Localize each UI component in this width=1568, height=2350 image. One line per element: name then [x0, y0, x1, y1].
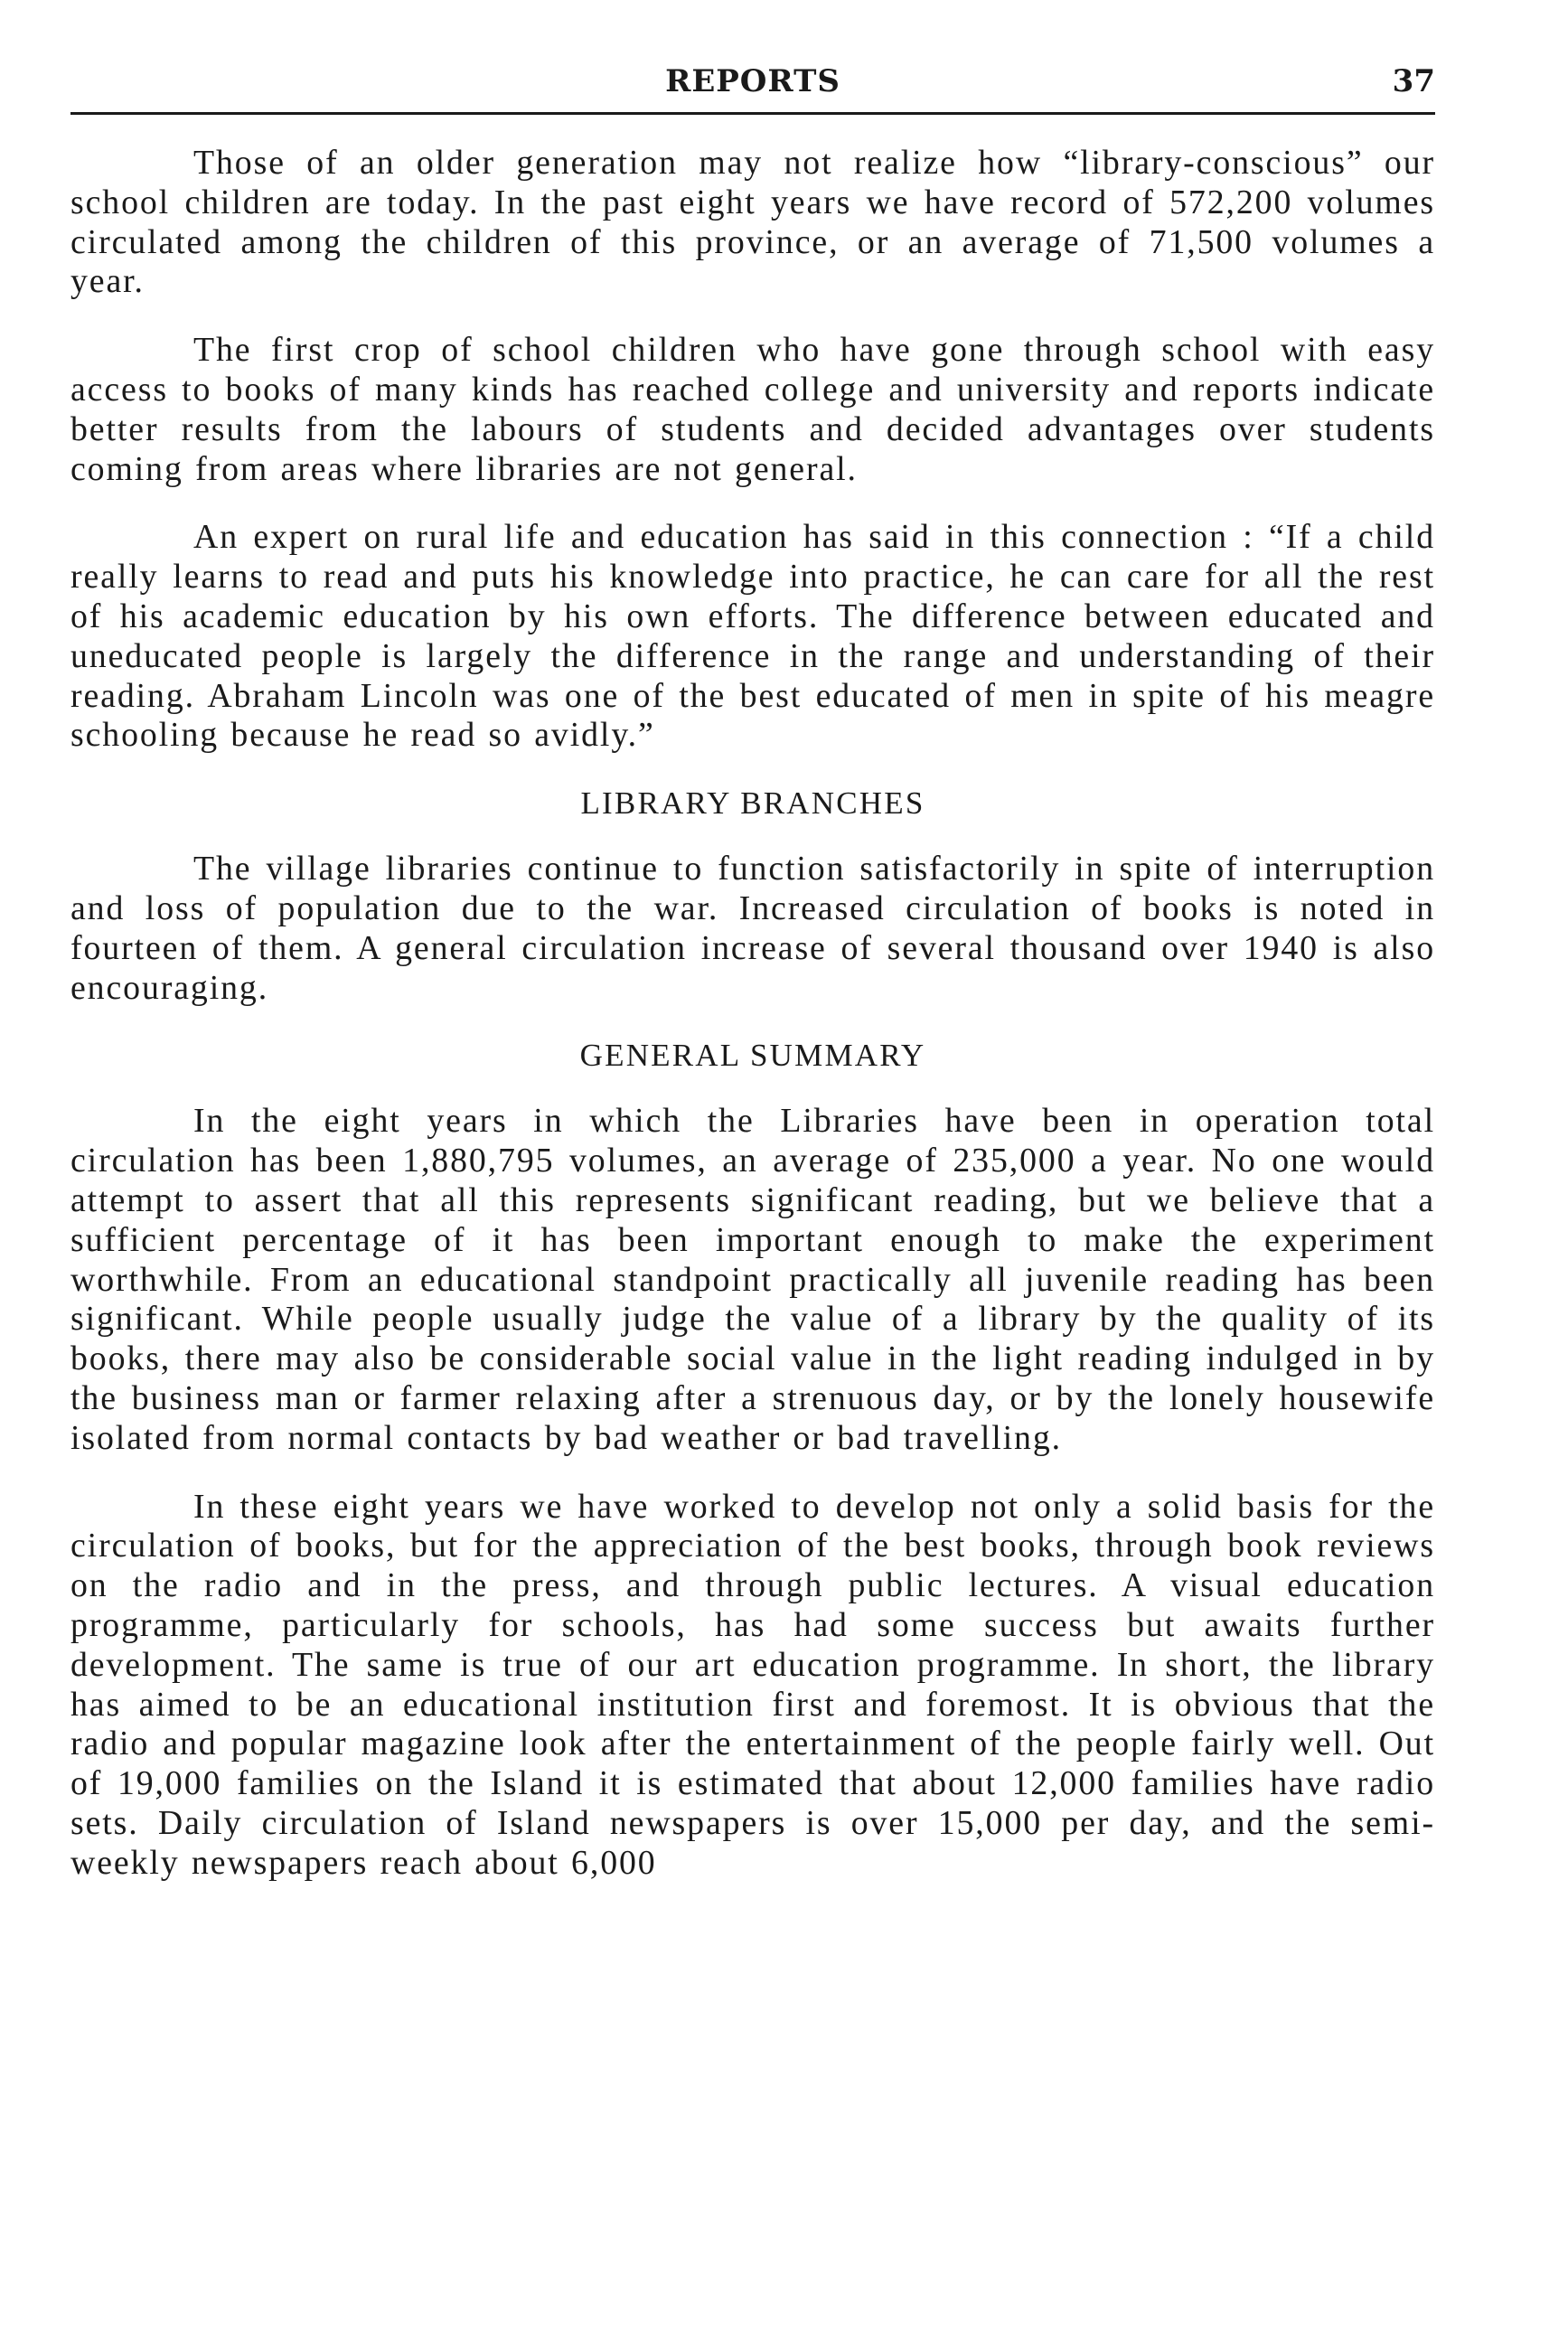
section-heading-general-summary: GENERAL SUMMARY: [579, 1038, 926, 1074]
paragraph-eight-years-development: In these eight years we have worked to develop not only a solid basis for the circulation of books, but for the appreciation of the best books, through book reviews on the radio and in the press, and through public lectures. A visual education programme, particularly for schools, has had some success but awaits further development. The same is true of our art education programme. In short, the library has aimed to be an educational institution first and foremost. It is obvious that the radio and popular magazine look after the entertainment of the people fairly well. Out of 19,000 families on the Island it is estimated that about 12,000 families have radio sets. Daily circulation of Island newspapers is over 15,000 per day, and the semi-weekly newspapers reach about 6,000: [70, 1487, 1435, 1882]
paragraph-library-conscious: Those of an older generation may not realize how “library-conscious” our school children are today. In the past eight years we have record of 572,200 volumes circulated among the children of this province, or an average of 71,500 volumes a year.: [70, 144, 1435, 301]
section-heading-library-branches: LIBRARY BRANCHES: [580, 785, 925, 822]
paragraph-first-crop: The first crop of school children who have gone through school with easy access to books of many kinds has reached college and university and reports indicate better results from the labours of students and decided advantages over students coming from areas where libraries are not general.: [70, 331, 1435, 488]
paragraph-village-libraries: The village libraries continue to function satisfactorily in spite of interruption and loss of population due to the war. Increased circulation of books is noted in fourteen of them. A general circulation increase of several thousand over 1940 is also encouraging.: [70, 850, 1435, 1007]
running-head: [70, 54, 1435, 115]
paragraph-eight-years-circulation: In the eight years in which the Libraries have been in operation total circulation has been 1,880,795 volumes, an average of 235,000 a year. No one would attempt to assert that all this represents significant reading, but we believe that a sufficient percentage of it has been important enough to make the experiment worthwhile. From an educational standpoint practically all juvenile reading has been significant. While people usually judge the value of a library by the quality of its books, there may also be considerable social value in the light reading indulged in by the business man or farmer relaxing after a strenuous day, or by the lonely housewife isolated from normal contacts by bad weather or bad travelling.: [70, 1102, 1435, 1457]
paragraph-expert-quote: An expert on rural life and education has said in this connection : “If a child really learns to read and puts his knowledge into practice, he can care for all the rest of his academic education by his own efforts. The difference between educated and uneducated people is largely the difference in the range and understanding of their reading. Abraham Lincoln was one of the best educated of men in spite of his meagre schooling because he read so avidly.”: [70, 518, 1435, 755]
report-page: [70, 54, 1435, 1912]
running-title: REPORTS: [665, 63, 840, 99]
page-number: 37: [1392, 63, 1435, 99]
body-text: [70, 144, 1435, 1883]
